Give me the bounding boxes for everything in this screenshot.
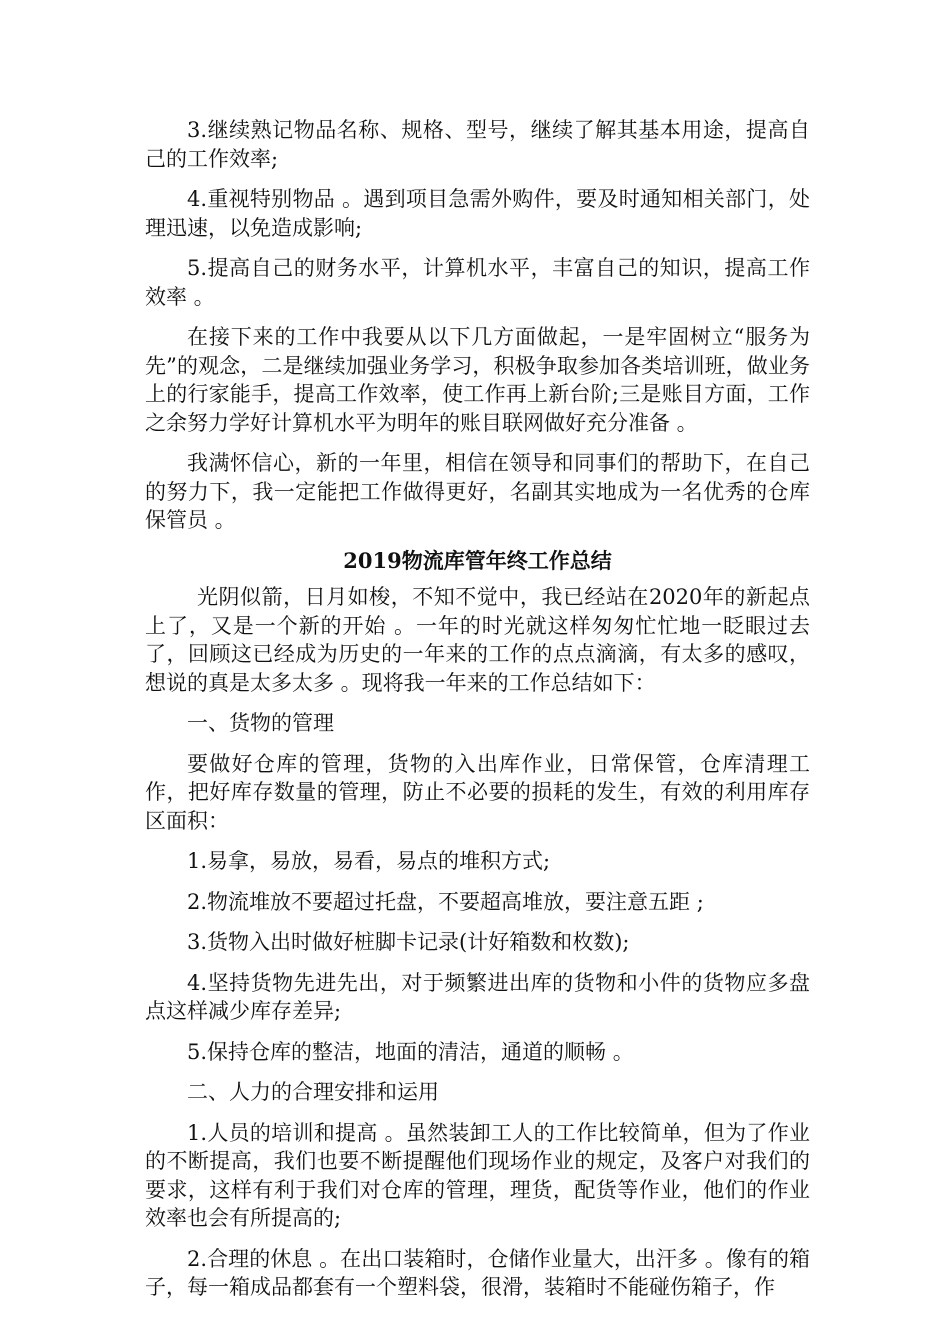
list-item: 2.物流堆放不要超过托盘，不要超高堆放，要注意五距 ; xyxy=(187,889,704,914)
paragraph: 3.继续熟记物品名称、规格、型号，继续了解其基本用途，提高自己的工作效率; xyxy=(145,118,810,171)
document-body xyxy=(145,116,810,1314)
section-heading: 二、人力的合理安排和运用 xyxy=(187,1080,439,1104)
list-item: 1.易拿，易放，易看，易点的堆积方式; xyxy=(187,849,551,873)
list-item: 1.人员的培训和提高 。虽然装卸工人的工作比较简单，但为了作业的不断提高，我们也要不断提醒他们现场作业的规定，及客户对我们的要求，这样有利于我们对仓库的管理，理货，配货等作业，他们的作业效率也会有所提高的; xyxy=(145,1120,810,1230)
paragraph: 在接下来的工作中我要从以下几方面做起，一是牢固树立“服务为先”的观念，二是继续加强业务学习，积极争取参加各类培训班，做业务上的行家能手，提高工作效率，使工作再上新台阶;三是账目方面，工作之余努力学好计算机水平为明年的账目联网做好充分准备 。 xyxy=(145,325,810,435)
list-item: 3.货物入出时做好桩脚卡记录(计好箱数和枚数); xyxy=(187,930,630,954)
paragraph: 光阴似箭，日月如梭，不知不觉中，我已经站在2020年的新起点上了，又是一个新的开始 。一年的时光就这样匆匆忙忙地一眨眼过去了，回顾这已经成为历史的一年来的工作的点点滴滴，有太多的感叹，想说的真是太多太多 。现将我一年来的工作总结如下： xyxy=(145,585,810,695)
paragraph: 要做好仓库的管理，货物的入出库作业，日常保管，仓库清理工作，把好库存数量的管理，防止不必要的损耗的发生，有效的利用库存区面积： xyxy=(145,751,810,833)
paragraph: 4.重视特别物品 。遇到项目急需外购件，要及时通知相关部门，处理迅速，以免造成影响; xyxy=(145,187,810,240)
paragraph: 5.提高自己的财务水平，计算机水平，丰富自己的知识，提高工作效率 。 xyxy=(145,256,810,309)
list-item: 4.坚持货物先进先出，对于频繁进出库的货物和小件的货物应多盘点这样减少库存差异; xyxy=(145,970,810,1023)
list-item: 5.保持仓库的整洁，地面的清洁，通道的顺畅 。 xyxy=(187,1039,634,1064)
document-title: 2019物流库管年终工作总结 xyxy=(343,547,612,573)
paragraph: 我满怀信心，新的一年里，相信在领导和同事们的帮助下，在自己的努力下，我一定能把工作做得更好，名副其实地成为一名优秀的仓库保管员 。 xyxy=(145,451,810,532)
list-item: 2.合理的休息 。在出口装箱时，仓储作业量大，出汗多 。像有的箱子，每一箱成品都套有一个塑料袋，很滑，装箱时不能碰伤箱子，作 xyxy=(145,1246,810,1299)
section-heading: 一、货物的管理 xyxy=(187,711,334,735)
